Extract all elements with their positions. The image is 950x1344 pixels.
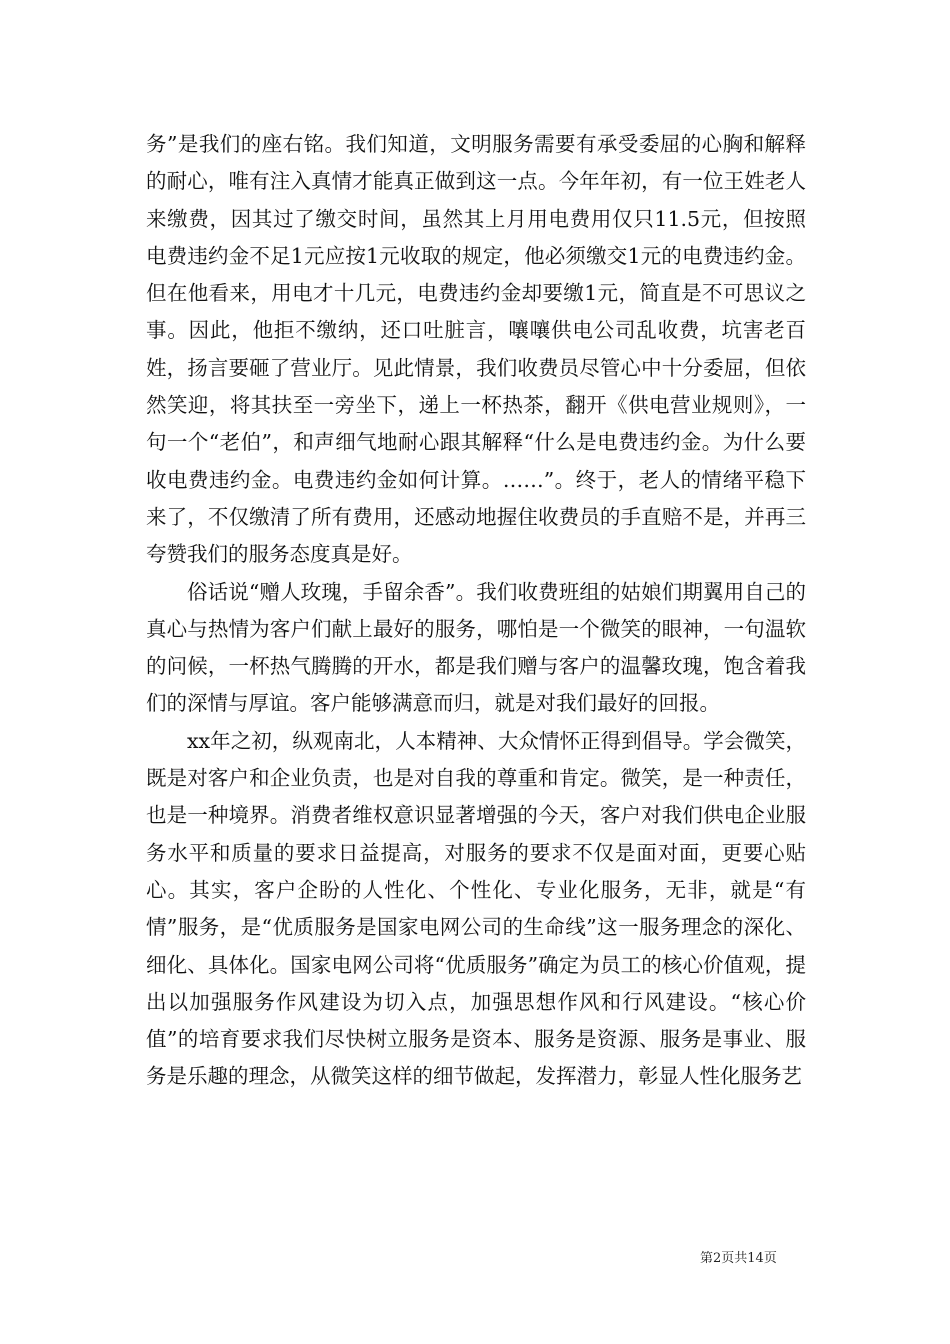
paragraph-1: 务”是我们的座右铭。我们知道，文明服务需要有承受委屈的心胸和解释的耐心，唯有注入真情才能真正做到这一点。今年年初，有一位王姓老人来缴费，因其过了缴交时间，虽然其上月用电费用仅只11.5元，但按照电费违约金不足1元应按1元收取的规定，他必须缴交1元的电费违约金。但在他看来，用电才十几元，电费违约金却要缴1元，简直是不可思议之事。因此，他拒不缴纳，还口吐脏言，嚷嚷供电公司乱收费，坑害老百姓，扬言要砸了营业厅。见此情景，我们收费员尽管心中十分委屈，但依然笑迎，将其扶至一旁坐下，递上一杯热茶，翻开《供电营业规则》，一句一个“老伯”，和声细气地耐心跟其解释“什么是电费违约金。为什么要收电费违约金。电费违约金如何计算。……”。终于，老人的情绪平稳下来了，不仅缴清了所有费用，还感动地握住收费员的手直赔不是，并再三夸赞我们的服务态度真是好。 bbox=[146, 132, 806, 567]
paragraph-2: 俗话说“赠人玫瑰，手留余香”。我们收费班组的姑娘们期翼用自己的真心与热情为客户们献上最好的服务，哪怕是一个微笑的眼神，一句温软的问候，一杯热气腾腾的开水，都是我们赠与客户的温馨玫瑰，饱含着我们的深情与厚谊。客户能够满意而归，就是对我们最好的回报。 bbox=[146, 579, 806, 716]
page-number-footer: 第2页共14页 bbox=[700, 1251, 777, 1266]
document-body bbox=[146, 126, 806, 1096]
paragraph-3: xx年之初，纵观南北，人本精神、大众情怀正得到倡导。学会微笑，既是对客户和企业负责，也是对自我的尊重和肯定。微笑，是一种责任，也是一种境界。消费者维权意识显著增强的今天，客户对我们供电企业服务水平和质量的要求日益提高，对服务的要求不仅是面对面，更要心贴心。其实，客户企盼的人性化、个性化、专业化服务，无非，就是“有情”服务，是“优质服务是国家电网公司的生命线”这一服务理念的深化、细化、具体化。国家电网公司将“优质服务”确定为员工的核心价值观，提出以加强服务作风建设为切入点，加强思想作风和行风建设。“核心价值”的培育要求我们尽快树立服务是资本、服务是资源、服务是事业、服务是乐趣的理念，从微笑这样的细节做起，发挥潜力，彰显人性化服务艺 bbox=[146, 728, 806, 1089]
